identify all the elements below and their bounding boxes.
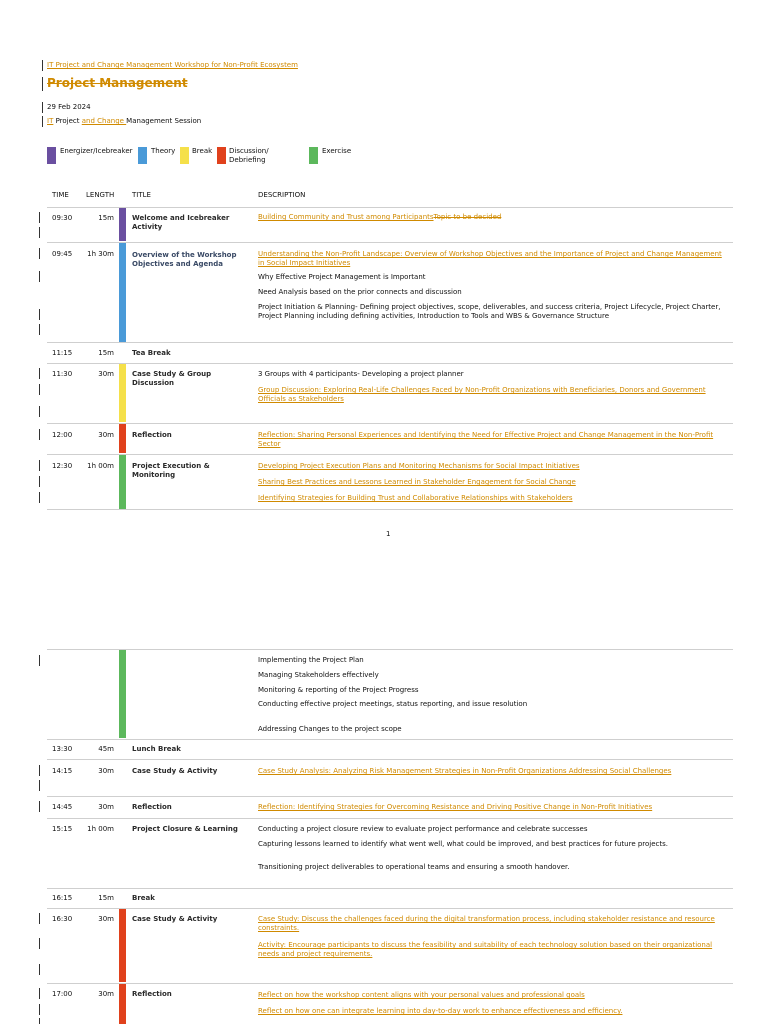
row-description: Transitioning project deliverables to operational teams and ensuring a smooth handover. xyxy=(258,863,570,871)
row-title: Tea Break xyxy=(132,349,171,357)
change-bar xyxy=(39,938,40,949)
row-description-inserted[interactable]: Developing Project Execution Plans and Monitoring Mechanisms for Social Impact Initiatives xyxy=(258,462,580,470)
legend-label: Theory xyxy=(151,147,176,155)
row-description: 3 Groups with 4 participants- Developing a project planner xyxy=(258,370,464,378)
change-bar xyxy=(39,988,40,999)
legend-swatch-exercise xyxy=(309,147,318,164)
legend-swatch-break xyxy=(180,147,189,164)
row-time: 14:15 xyxy=(52,767,73,775)
legend-swatch-theory xyxy=(138,147,147,164)
row-length: 1h 30m xyxy=(87,250,114,258)
legend-label: Break xyxy=(192,147,213,155)
session-inserted-change[interactable]: and Change xyxy=(81,117,127,125)
divider xyxy=(47,739,733,740)
date: 29 Feb 2024 xyxy=(47,103,91,111)
row-title: Project Execution & Monitoring xyxy=(132,462,210,479)
row-length: 1h 00m xyxy=(87,825,114,833)
session-line xyxy=(47,117,201,126)
change-bar xyxy=(39,384,40,395)
change-bar xyxy=(39,368,40,379)
row-description-inserted[interactable]: Reflection: Sharing Personal Experiences and Identifying the Need for Effective Project and Change Management in the Non-Profit Sector xyxy=(258,431,714,448)
change-bar xyxy=(39,324,40,335)
category-bar-exercise xyxy=(119,650,126,738)
change-bar xyxy=(39,271,40,282)
legend-label: Energizer/Icebreaker xyxy=(60,147,133,155)
row-description-inserted[interactable]: Understanding the Non-Profit Landscape: Overview of Workshop Objectives and the Importance of Project and Change Management in Social Impact Initiatives xyxy=(258,250,722,267)
session-inserted-it[interactable]: IT xyxy=(47,117,54,125)
change-bar xyxy=(39,801,40,812)
row-time: 12:30 xyxy=(52,462,73,470)
session-text: Project xyxy=(53,117,82,125)
category-bar-discussion xyxy=(119,424,126,453)
inserted-text[interactable]: Building Community and Trust among Participants xyxy=(258,213,434,221)
row-description-inserted[interactable]: Identifying Strategies for Building Trust and Collaborative Relationships with Stakeholders xyxy=(258,494,573,502)
row-length: 30m xyxy=(98,990,114,998)
row-title: Case Study & Activity xyxy=(132,767,218,775)
change-bar xyxy=(39,1018,40,1024)
row-description: Need Analysis based on the prior connects and discussion xyxy=(258,288,462,296)
divider xyxy=(47,342,733,343)
column-header-length: LENGTH xyxy=(86,191,115,199)
row-description-inserted[interactable]: Activity: Encourage participants to discuss the feasibility and suitability of each technology solution based on their organizational needs and project requirements. xyxy=(258,941,713,958)
row-length: 15m xyxy=(98,349,114,357)
change-bar xyxy=(39,964,40,975)
row-title: Project Closure & Learning xyxy=(132,825,238,833)
divider xyxy=(47,454,733,455)
row-time: 12:00 xyxy=(52,431,73,439)
row-time: 11:30 xyxy=(52,370,73,378)
row-description: Capturing lessons learned to identify what went well, what could be improved, and best practices for future projects. xyxy=(258,840,669,848)
change-bar xyxy=(39,212,40,223)
change-bar xyxy=(39,460,40,471)
page-number: 1 xyxy=(386,530,391,538)
row-title: Break xyxy=(132,894,155,902)
divider xyxy=(47,888,733,889)
row-title: Overview of the Workshop Objectives and Agenda xyxy=(132,251,237,268)
row-description-inserted[interactable]: Reflect on how one can integrate learning into day-to-day work to enhance effectiveness and efficiency. xyxy=(258,1007,623,1015)
page-title: Project Management xyxy=(47,76,188,90)
row-title: Case Study & Activity xyxy=(132,915,218,923)
category-bar-exercise xyxy=(119,455,126,509)
deleted-text[interactable]: Topic to be decided xyxy=(433,213,502,221)
column-header-title: TITLE xyxy=(132,191,151,199)
row-time: 16:15 xyxy=(52,894,73,902)
row-title: Welcome and Icebreaker Activity xyxy=(132,214,230,231)
row-description: Conducting a project closure review to evaluate project performance and celebrate successes xyxy=(258,825,588,833)
legend-swatch-energizer xyxy=(47,147,56,164)
row-time: 09:30 xyxy=(52,214,73,222)
category-bar-theory xyxy=(119,243,126,342)
row-length: 30m xyxy=(98,370,114,378)
row-length: 30m xyxy=(98,431,114,439)
row-time: 14:45 xyxy=(52,803,73,811)
divider xyxy=(47,509,733,510)
row-description: Project Initiation & Planning- Defining project objectives, scope, deliverables, and success criteria, Project Lifecycle, Project Charter, Project Planning including defining activities, Introduction to Tools and WBS & Governance Structure xyxy=(258,303,721,320)
row-time: 13:30 xyxy=(52,745,73,753)
column-header-time: TIME xyxy=(52,191,69,199)
divider xyxy=(47,423,733,424)
row-title: Lunch Break xyxy=(132,745,181,753)
change-bar xyxy=(42,60,43,71)
change-bar xyxy=(39,309,40,320)
change-bar xyxy=(39,655,40,666)
row-description-inserted[interactable]: Reflect on how the workshop content aligns with your personal values and professional goals xyxy=(258,991,585,999)
change-bar xyxy=(39,248,40,259)
legend-label: Discussion/ Debriefing xyxy=(229,147,269,164)
change-bar xyxy=(39,227,40,238)
legend-swatch-discussion xyxy=(217,147,226,164)
workshop-title[interactable]: IT Project and Change Management Workshop for Non-Profit Ecosystem xyxy=(47,61,298,69)
divider xyxy=(47,242,733,243)
row-description-inserted[interactable]: Reflection: Identifying Strategies for Overcoming Resistance and Driving Positive Change in Non-Profit Initiatives xyxy=(258,803,653,811)
row-description: Why Effective Project Management is Important xyxy=(258,273,426,281)
row-description: Managing Stakeholders effectively xyxy=(258,671,379,679)
row-description: Monitoring & reporting of the Project Progress xyxy=(258,686,419,694)
row-length: 30m xyxy=(98,767,114,775)
category-bar-discussion xyxy=(119,909,126,982)
divider xyxy=(47,983,733,984)
row-description-inserted[interactable]: Case Study: Discuss the challenges faced during the digital transformation process, including stakeholder resistance and resource constraints. xyxy=(258,915,715,932)
row-length: 1h 00m xyxy=(87,462,114,470)
change-bar xyxy=(39,780,40,791)
row-time: 16:30 xyxy=(52,915,73,923)
divider xyxy=(47,908,733,909)
row-description-inserted[interactable]: Case Study Analysis: Analyzing Risk Management Strategies in Non-Profit Organizations Addressing Social Challenges xyxy=(258,767,672,775)
row-description-inserted[interactable]: Sharing Best Practices and Lessons Learned in Stakeholder Engagement for Social Change xyxy=(258,478,576,486)
category-bar-discussion xyxy=(119,984,126,1024)
row-time: 09:45 xyxy=(52,250,73,258)
change-bar xyxy=(39,1004,40,1015)
row-description-inserted[interactable]: Group Discussion: Exploring Real-Life Challenges Faced by Non-Profit Organizations with Beneficiaries, Donors and Government Officials as Stakeholders xyxy=(258,386,706,403)
divider xyxy=(47,363,733,364)
row-length: 15m xyxy=(98,214,114,222)
row-title: Reflection xyxy=(132,803,172,811)
change-bar xyxy=(42,102,43,113)
change-bar xyxy=(39,913,40,924)
change-bar xyxy=(39,492,40,503)
divider xyxy=(47,759,733,760)
change-bar xyxy=(42,116,43,127)
row-length: 15m xyxy=(98,894,114,902)
row-length: 30m xyxy=(98,803,114,811)
row-title: Case Study & Group Discussion xyxy=(132,370,212,387)
change-bar xyxy=(42,77,43,91)
row-length: 30m xyxy=(98,915,114,923)
row-length: 45m xyxy=(98,745,114,753)
column-header-description: DESCRIPTION xyxy=(258,191,306,199)
change-bar xyxy=(39,429,40,440)
change-bar xyxy=(39,765,40,776)
row-title: Reflection xyxy=(132,431,172,439)
divider xyxy=(47,818,733,819)
row-time: 15:15 xyxy=(52,825,73,833)
row-time: 17:00 xyxy=(52,990,73,998)
change-bar xyxy=(39,406,40,417)
row-description: Conducting effective project meetings, status reporting, and issue resolution xyxy=(258,700,528,708)
legend-label: Exercise xyxy=(322,147,352,155)
divider xyxy=(47,796,733,797)
row-time: 11:15 xyxy=(52,349,73,357)
category-bar-energizer xyxy=(119,208,126,241)
category-bar-break xyxy=(119,364,126,422)
row-description: Addressing Changes to the project scope xyxy=(258,725,402,733)
row-description: Implementing the Project Plan xyxy=(258,656,364,664)
row-title: Reflection xyxy=(132,990,172,998)
row-description xyxy=(258,213,730,222)
divider xyxy=(47,207,733,208)
session-text: Management Session xyxy=(126,117,202,125)
divider xyxy=(47,649,733,650)
change-bar xyxy=(39,476,40,487)
